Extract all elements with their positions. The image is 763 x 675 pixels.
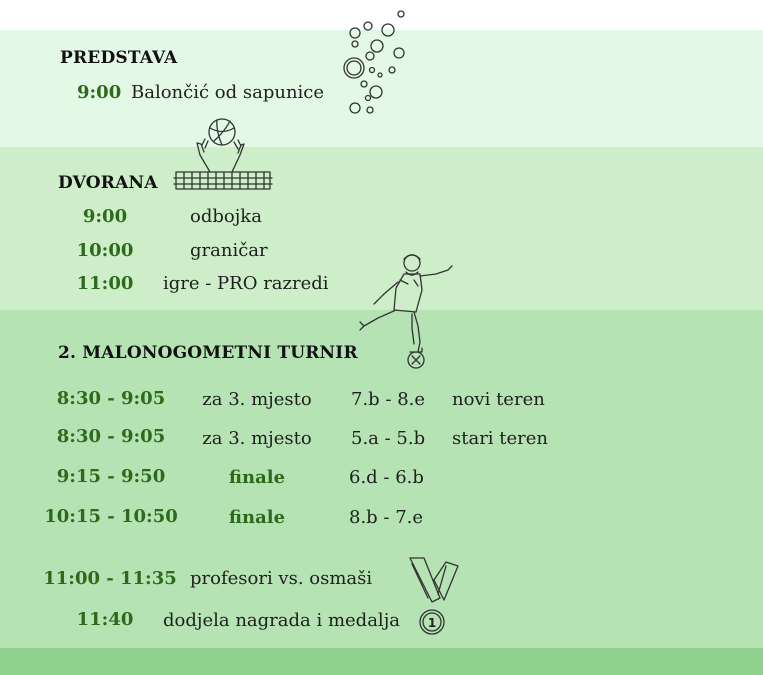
match-stage: finale	[228, 507, 286, 528]
dvorana-time: 10:00	[76, 240, 134, 261]
match-teams: 8.b - 7.e	[349, 507, 424, 528]
match-time: 8:30 - 9:05	[56, 426, 166, 447]
dvorana-event: graničar	[190, 240, 268, 261]
predstava-time: 9:00	[77, 82, 122, 103]
match-teams: 7.b - 8.e	[351, 389, 426, 410]
medal-icon	[398, 554, 462, 640]
soap-bubbles-icon	[340, 8, 412, 120]
match-stage: za 3. mjesto	[202, 389, 312, 410]
match-field: stari teren	[452, 428, 549, 449]
dvorana-event: odbojka	[190, 206, 262, 227]
predstava-event: Balončić od sapunice	[131, 82, 325, 103]
match-time: 8:30 - 9:05	[56, 388, 166, 409]
extra-event: dodjela nagrada i medalja	[163, 610, 401, 631]
dvorana-title: DVORANA	[58, 173, 158, 193]
predstava-title: PREDSTAVA	[60, 48, 178, 68]
dvorana-time: 9:00	[82, 206, 128, 227]
football-player-icon	[356, 248, 460, 372]
extra-event: profesori vs. osmaši	[190, 568, 373, 589]
match-stage: za 3. mjesto	[202, 428, 312, 449]
volleyball-icon	[172, 117, 274, 195]
match-teams: 6.d - 6.b	[349, 467, 424, 488]
match-teams: 5.a - 5.b	[351, 428, 426, 449]
footer-band	[0, 648, 763, 675]
medal-number: 1	[427, 616, 437, 630]
extra-time: 11:00 - 11:35	[43, 568, 177, 589]
turnir-title: 2. MALONOGOMETNI TURNIR	[58, 343, 358, 363]
match-stage: finale	[228, 467, 286, 488]
match-time: 10:15 - 10:50	[44, 506, 178, 527]
match-time: 9:15 - 9:50	[56, 466, 166, 487]
match-field: novi teren	[452, 389, 545, 410]
dvorana-time: 11:00	[76, 273, 134, 294]
extra-time: 11:40	[76, 609, 134, 630]
dvorana-event: igre - PRO razredi	[163, 273, 329, 294]
